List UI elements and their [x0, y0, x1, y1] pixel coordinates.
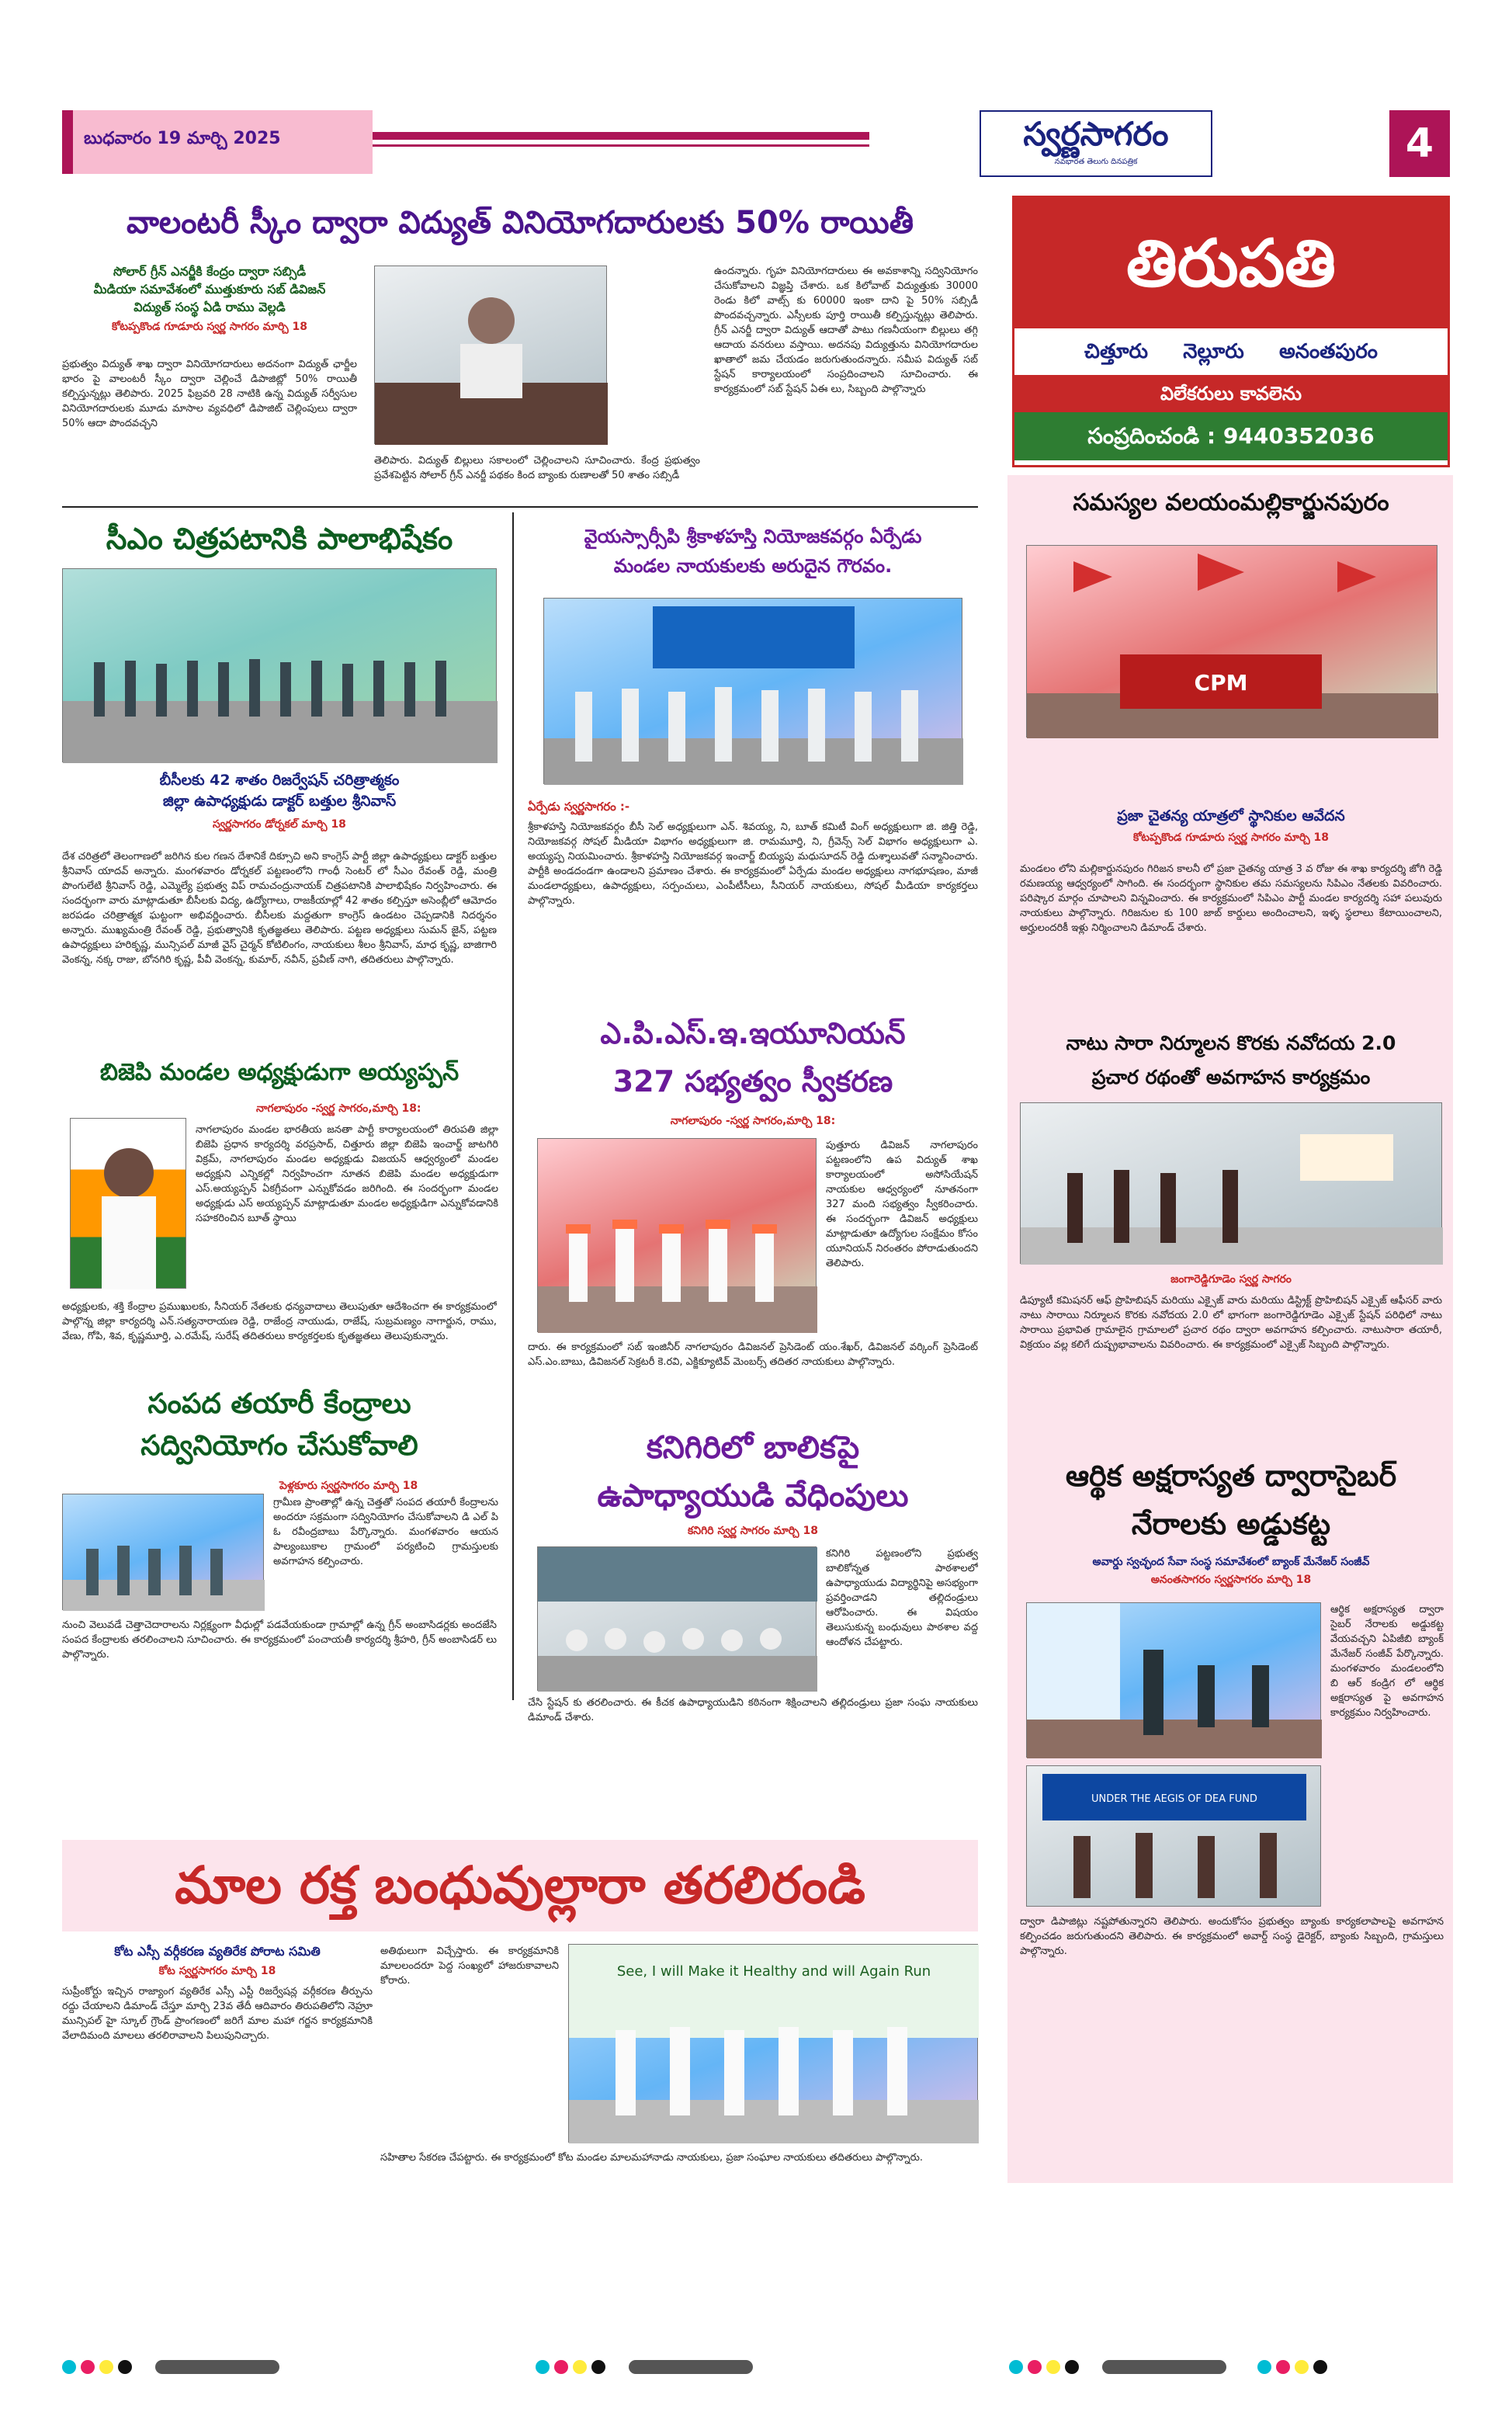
bjp-photo [70, 1118, 186, 1289]
cm-subheads: బీసీలకు 42 శాతం రిజర్వేషన్ చరిత్రాత్మకం జిల్లా ఉపాధ్యక్షుడు డాక్టర్ బత్తుల శ్రీనివాస్ స్వర్ణసాగరం డోర్నకల్ మార్చి 18 [159, 772, 400, 831]
story1-body-1: ప్రభుత్వం విద్యుత్ శాఖ ద్వారా వినియోగదారులు అదనంగా విద్యుత్ ఛార్జీల భారం పై వాలంటరీ స్కీం ద్వారా చెల్లించే డిపాజిట్లో 50% రాయితీ కల్పిస్తున్నట్లు తెలిపారు. 2025 ఫిబ్రవరి 28 నాటికి ఉన్న విద్యుత్ సర్వీసుల వినియోగదారులకు మూడు మాసాల వ్యవధిలో డిపాజిట్ చెల్లింపులు ద్వారా 50% ఆదా పొందవచ్చని [62, 359, 357, 429]
sara-photo [1020, 1102, 1442, 1264]
ysrcp-dateline: ఏర్పేడు స్వర్ణసాగరం :- [528, 800, 630, 814]
bjp-dateline: నాగలాపురం -స్వర్ణ సాగరం,మార్చి 18: [256, 1102, 421, 1115]
cyber-body-2: ద్వారా డిపాజిట్లు నష్టపోతున్నారని తెలిపారు. అందుకోసం ప్రభుత్వం బ్యాంకు కార్యకలాపాలపై అవగాహన కల్పించడం జరుగుతుందని తెలిపారు. ఈ కార్యక్రమంలో అవార్డ్ సంస్థ డైరెక్టర్, బ్యాంకు సిబ్బంది, గ్రామస్తులు పాల్గొన్నారు. [1020, 1916, 1444, 1957]
apseeu-photo [537, 1138, 817, 1332]
ad-tirupati [1012, 196, 1450, 467]
mala-body-3: సహితాల సేకరణ చేపట్టారు. ఈ కార్యక్రమంలో కోట మండల మాలమహానాడు నాయకులు, ప్రజా సంఘాల నాయకులు తదితరులు పాల్గొన్నారు. [380, 2152, 923, 2164]
issue-date: బుధవారం 19 మార్చి 2025 [84, 129, 281, 148]
protest-figures [1027, 546, 1438, 738]
cyber-body-1: ఆర్థిక అక్షరాస్యత ద్వారా సైబర్ నేరాలకు అడ్డుకట్ట వేయవచ్చని ఏపిజీబి బ్యాంక్ మేనేజర్ సంజీవ్ పేర్కొన్నారు. మంగళవారం మండలంలోని బి ఆర్ కండ్రిగ లో ఆర్థిక అక్షరాస్యత పై అవగాహన కార్యక్రమం నిర్వహించారు. [1330, 1604, 1444, 1719]
cpm-banner-text: CPM [1194, 670, 1248, 696]
bjp-body-1: నాగలాపురం మండల భారతీయ జనతా పార్టీ కార్యాలయంలో తిరుపతి జిల్లా బిజెపి ప్రధాన కార్యదర్శి వరప్రసాద్, చిత్తూరు జిల్లా బిజెపి ఇంచార్జ్ జాటగిరి విక్రమ్, నాగలాపురం మండల అధ్యక్షుడు విజయన్ ఆధ్వర్యంలో మండల అధ్యక్షుని ఎన్నికల్లో నిర్వహించగా నూతన బిజెపి మండల అధ్యక్షుడుగా ఎస్.అయ్యప్పన్ ఏకగ్రీవంగా ఎన్నుకోవడం జరిగింది. ఈ సందర్భంగా మండల అధ్యక్షుడు ఎస్ అయ్యప్పన్ మాట్లాడుతూ మండల అధ్యక్షుడిగా ఎన్నుకోవడానికి సహకరించిన బూత్ స్థాయి [196, 1124, 498, 1224]
ad-phone: 9440352036 [1222, 423, 1375, 449]
kanigiri-headline: కనిగిరిలో బాలికపై ఉపాధ్యాయుడి వేధింపులు [597, 1430, 909, 1514]
mala-headline: మాల రక్త బంధువుల్లారా తరలిరండి [175, 1855, 865, 1915]
cpm-body: మండలం లోని మల్లికార్జునపురం గిరిజన కాలనీ లో ప్రజా చైతన్య యాత్ర 3 వ రోజు ఈ శాఖ కార్యదర్శి జోగి రెడ్డి రమణయ్య ఆధ్వర్యంలో సాగింది. ఈ సందర్భంగా స్థానికుల తమ సమస్యలను సిపిఎం నేతలకు వివరించారు. పరిష్కార మార్గం చూపాలని విన్నవించారు. ఈ కార్యక్రమంలో సిపిఎం పార్టీ మండల కార్యదర్శి సహా పలువురు నాయకులు పాల్గొన్నారు. గిరిజనుల కు 100 జాబ్ కార్డులు అందించాలని, ఇళ్ళ స్థలాలు కేటాయించాలని, అర్హులందరికీ ఇళ్లు నిర్మించాలని డిమాండ్ చేశారు. [1020, 863, 1442, 934]
kanigiri-photo [537, 1546, 817, 1691]
cyber-photo-2 [1026, 1765, 1321, 1907]
bjp-body-2: అధ్యక్షులకు, శక్తి కేంద్రాల ప్రముఖులకు, సీనియర్ నేతలకు ధన్యవాదాలు తెలుపుతూ ఆదేశించగా ఈ కార్యక్రమంలో పాల్గొన్న జిల్లా కార్యదర్శి ఎన్.సత్యనారాయణ రెడ్డి, రాజేంద్ర నాయుడు, రాజేష్, సుబ్రమణ్యం నాగార్జున, రాము, వేణు, గోపి, శివ, కృష్ణమూర్తి, ఎ.రమేష్, సురేష్ తదితరులు కార్యకర్తలకు కృతజ్ఞతలు తెలుపుకున్నారు. [62, 1301, 497, 1342]
apseeu-headline: ఎ.పి.ఎస్.ఇ.ఇయూనియన్ 327 సభ్యత్వం స్వీకరణ [600, 1016, 906, 1098]
banner-figures [1027, 1766, 1322, 1907]
cyber-subheads: అవార్డు స్వచ్ఛంద సేవా సంస్థ సమావేశంలో బ్యాంక్ మేనేజర్ సంజీవ్ అనంతసాగరం స్వర్ణసాగరం మార్చి 18 [1092, 1556, 1370, 1586]
cpm-photo [1026, 545, 1437, 738]
kanigiri-body-2: చేసి స్టేషన్ కు తరలించారు. ఈ కీచక ఉపాధ్యాయుడిని కఠినంగా శిక్షించాలని తల్లిదండ్రులు ప్రజా సంఘ నాయకులు డిమాండ్ చేశారు. [528, 1697, 978, 1723]
poster-text: See, I will Make it Healthy and will Again Run [616, 1963, 931, 1980]
cyber-banner-text: UNDER THE AEGIS OF DEA FUND [1091, 1793, 1257, 1805]
apseeu-body-2: దారు. ఈ కార్యక్రమంలో సబ్ ఇంజినీర్ నాగలాపురం డివిజనల్ ప్రెసిడెంట్ యం.శేఖర్, డివిజనల్ వర్కింగ్ ప్రెసిడెంట్ ఎస్.ఎం.బాబు, డివిజనల్ సెక్రటరీ కె.రవి, ఎక్జిక్యూటివ్ మెంబర్స్ తదితర నాయకులు పాల్గొన్నారు. [528, 1341, 978, 1368]
group-figures [544, 599, 963, 785]
meeting-figures [1027, 1603, 1322, 1758]
kanigiri-dateline: కనిగిరి స్వర్ణ సాగరం మార్చి 18 [688, 1525, 818, 1537]
masthead-logo: స్వర్ణసాగరం నవభారత తెలుగు దినపత్రిక [980, 110, 1212, 177]
story1-body-2: తెలిపారు. విద్యుత్ బిల్లులు సకాలంలో చెల్లించాలని సూచించారు. కేంద్ర ప్రభుత్వం ప్రవేశపెట్టిన సోలార్ గ్రీన్ ఎనర్జీ పథకం కింద బ్యాంకు రుణాలతో 50 శాతం సబ్సిడీ [374, 455, 700, 481]
header-bar-thin [373, 144, 869, 147]
group-figures [63, 1494, 265, 1611]
ad-contact: సంప్రదించండి : 9440352036 [1014, 412, 1448, 460]
sampada-body-1: గ్రామీణ ప్రాంతాల్లో ఉన్న చెత్తతో సంపద తయారీ కేంద్రాలను అందరూ సక్రమంగా సద్వినియోగం చేసుకోవాలని డి ఎల్ పి ఓ రవీంద్రబాబు పేర్కొన్నారు. మంగళవారం ఆయన పాల్యంబుకాల గ్రామంలో పర్యటించి గ్రామస్తులకు అవగాహన కల్పించారు. [273, 1497, 498, 1567]
cm-headline: సీఎం చిత్రపటానికి పాలాభిషేకం [106, 522, 453, 556]
mala-body-2: అతిథులుగా విచ్చేస్తారు. ఈ కార్యక్రమానికి మాలలందరూ పెద్ద సంఖ్యలో హాజరుకావాలని కోరారు. [380, 1945, 559, 1987]
ad-title: తిరుపతి [1014, 198, 1448, 328]
mala-subheads: కోట ఎస్సీ వర్గీకరణ వ్యతిరేక పోరాట సమితి కోట స్వర్ణసాగరం మార్చి 18 [114, 1944, 321, 1977]
mala-photo [568, 1944, 978, 2143]
sampada-dateline: పెళ్లకూరు స్వర్ణసాగరం మార్చి 18 [279, 1480, 418, 1492]
group-figures [538, 1139, 817, 1333]
cm-body: దేశ చరిత్రలో తెలంగాణలో జరిగిన కుల గణన దేశానికే దిక్సూచి అని కాంగ్రెస్ పార్టీ జిల్లా ఉపాధ్యక్షులు డాక్టర్ బత్తుల శ్రీనివాస్ యాదవ్ అన్నారు. మంగళవారం డోర్నకల్ పట్టణంలోని గాంధీ సెంటర్ లో సీఎం రేవంత్ రెడ్డి, మంత్రి పొంగులేటి శ్రీనివాస్ రెడ్డి, ఎమ్మెల్యే ప్రభుత్వ విప్ రామచంద్రునాయక్ చిత్రపటానికి పాలాభిషేకం నిర్వహించారు. ఈ సందర్భంగా వారు మాట్లాడుతూ బీసీలకు విద్య, ఉద్యోగాలు, రాజకీయాల్లో 42 శాతం కల్పిస్తూ అసెంబ్లీలో ఆమోదం జరపడం చరిత్రాత్మక ఘట్టంగా అభివర్ణించారు. బీసీలకు మద్దతుగా కాంగ్రెస్ ఉండటం చెప్పడానికి నిదర్శనం అన్నారు. ముఖ్యమంత్రి రేవంత్ రెడ్డి, ప్రభుత్వానికి కృతజ్ఞతలు తెలిపారు. పట్టణ అధ్యక్షులు సుమన్ జైన్, పట్టణ ఉపాధ్యక్షులు హరికృష్ణ, మున్సిపల్ మాజీ వైస్ చైర్మన్ కోటిలింగం, నాయకులు శీలం శ్రీనివాస్, మాధ కృష్ణ, బాజిగారి వెంకన్న, నక్క రాజు, బోనగిరి కృష్ణ, పీవీ వెంకన్న, కుమార్, నవీన్, ప్రవీణ్ నాగి, తదితరులు పాల్గొన్నారు. [62, 851, 497, 966]
cm-photo [62, 568, 497, 762]
bjp-headline: బిజెపి మండల అధ్యక్షుడుగా అయ్యప్పన్ [99, 1059, 459, 1086]
cpm-headline: సమస్యల వలయంమల్లికార్జునపురం [1073, 489, 1389, 516]
ad-reporters: విలేకరులు కావలెను [1014, 375, 1448, 412]
sara-dateline: జంగారెడ్డిగూడెం స్వర్ణ సాగరం [1170, 1273, 1292, 1286]
ysrcp-photo [543, 598, 962, 784]
sara-headline: నాటు సారా నిర్మూలన కొరకు నవోదయ 2.0 ప్రచార రథంతో అవగాహన కార్యక్రమం [1066, 1032, 1396, 1088]
officer-figure [375, 266, 608, 445]
sampada-photo [62, 1494, 264, 1610]
portrait-figure [71, 1119, 187, 1289]
ad-districts: చిత్తూరు నెల్లూరు అనంతపురం [1014, 328, 1448, 375]
sampada-body-2: నుంచి వెలువడే చెత్తాచెదారాలను నిర్లక్ష్యంగా వీధుల్లో పడవేయకుండా గ్రామాల్లో ఉన్న గ్రీన్ అంబాసిడర్లకు అందజేసి సంపద కేంద్రాలకు తరలించాలని సూచించారు. ఈ కార్యక్రమంలో పంచాయతీ కార్యదర్శి శ్రీహరి, గ్రీన్ అంబాసిడర్ లు పాల్గొన్నారు. [62, 1619, 497, 1661]
kanigiri-body-1: కనిగిరి పట్టణంలోని ప్రభుత్వ బాలికోన్నత పాఠశాలలో ఉపాధ్యాయుడు విద్యార్థినిపై అసభ్యంగా ప్రవర్తించాడని తల్లిదండ్రులు ఆరోపించారు. ఈ విషయం తెలుసుకున్న బంధువులు పాఠశాల వద్ద ఆందోళన చేపట్టారు. [826, 1548, 978, 1648]
apseeu-dateline: నాగలాపురం -స్వర్ణ సాగరం,మార్చి 18: [670, 1115, 836, 1127]
crowd-figures [63, 569, 498, 763]
apseeu-body-1: పుత్తూరు డివిజన్ నాగలాపురం పట్టణంలోని ఉప విద్యుత్ శాఖ కార్యాలయంలో అసోసియేషన్ నాయకుల ఆధ్వర్యంలో నూతనంగా 327 మంది సభ్యత్వం స్వీకరించారు. ఈ సందర్భంగా డివిజన్ అధ్యక్షులు మాట్లాడుతూ ఉద్యోగుల సంక్షేమం కోసం యూనియన్ నిరంతరం పోరాడుతుందని తెలిపారు. [826, 1140, 978, 1269]
ysrcp-headline: వైయస్సార్సీపి శ్రీకాళహస్తి నియోజకవర్గం ఏర్పేడు మండల నాయకులకు అరుదైన గౌరవం. [584, 526, 922, 577]
mala-headline-box [62, 1840, 978, 1931]
sampada-headline: సంపద తయారీ కేంద్రాలు సద్వినియోగం చేసుకోవాలి [140, 1388, 418, 1462]
cpm-subheads: ప్రజా చైతన్య యాత్రలో స్థానికుల ఆవేదన కోటప్పకొండ గూడూరు స్వర్ణ సాగరం మార్చి 18 [1117, 807, 1345, 844]
story1-photo [374, 266, 607, 444]
column-divider [512, 512, 514, 1700]
sara-body: డిప్యూటీ కమిషనర్ ఆఫ్ ప్రొహిబిషన్ మరియు ఎక్సైజ్ వారు మరియు డిస్ట్రిక్ట్ ప్రొహిబిషన్ ఎక్సైజ్ ఆఫీసర్ వారు నాటు సారాయి నిర్మూలన కొరకు నవోదయ 2.0 లో భాగంగా జంగారెడ్డిగూడెం ఎక్సైజ్ స్టేషన్ పరిధిలో నాటు సారాయి ప్రభావిత గ్రామాలైన గ్రామాలలో ప్రచార రథం ద్వారా అవగాహన కల్పించారు. నాటుసారా తయారీ, విక్రయం వల్ల కలిగే దుష్ప్రభావాలను వివరించారు. ఈ కార్యక్రమంలో ఎక్సైజ్ సిబ్బంది పాల్గొన్నారు. [1020, 1295, 1442, 1351]
mala-body-1: సుప్రీంకోర్టు ఇచ్చిన రాజ్యాంగ వ్యతిరేక ఎస్సీ ఎస్టీ రిజర్వేషన్ల వర్గీకరణ తీర్పును రద్దు చేయాలని డిమాండ్ చేస్తూ మార్చి 23వ తేదీ ఆదివారం తిరుపతిలోని నెహ్రూ మున్సిపల్ హై స్కూల్ గ్రౌండ్ ప్రాంగణంలో జరిగే మాల మహా గర్జన కార్యక్రమానికి వేలాదిమంది మాలలు తరలిరావాలని పిలుపునిచ్చారు. [62, 1986, 373, 2042]
story1-headline: వాలంటరీ స్కీం ద్వారా విద్యుత్ వినియోగదారులకు 50% రాయితీ [126, 205, 914, 241]
ysrcp-body: శ్రీకాళహస్తి నియోజకవర్గం బీసీ సెల్ అధ్యక్షులుగా ఎన్. శివయ్య, ని, బూత్ కమిటీ వింగ్ అధ్యక్షులుగా జి. జిత్తి రెడ్డి, నియోజకవర్గ సోషల్ మీడియా విభాగం అధ్యక్షులుగా జి. రామమూర్తి, ని, గ్రీవెన్స్ సెల్ విభాగం అధ్యక్షులుగా ఎ. అయ్యప్ప నియమించారు. శ్రీకాళహస్తి నియోజకవర్గ ఇంచార్జ్ బియ్యపు మధుసూదన్ రెడ్డి దుశ్శాలువతో సన్మానించారు. పార్టీకి అండదండగా ఉండాలని ప్రమాణం చేశారు. ఈ కార్యక్రమంలో ఏర్పేడు మండల అధ్యక్షులు నాగభూషణం, మాజీ మండలాధ్యక్షులు, ఉపాధ్యక్షులు, సర్పంచులు, ఎంపీటీసీలు, సీనియర్ నాయకులు, సోషల్ మీడియా కార్యకర్తలు పాల్గొన్నారు. [528, 821, 978, 907]
poster-release-figures [569, 1945, 979, 2143]
cyber-headline: ఆర్థిక అక్షరాస్యత ద్వారాసైబర్ నేరాలకు అడ్డుకట్ట [1065, 1459, 1397, 1541]
divider [62, 506, 978, 508]
story1-body-3: ఉందన్నారు. గృహ వినియోగదారులు ఈ అవకాశాన్ని సద్వినియోగం చేసుకోవాలని విజ్ఞప్తి చేశారు. ఒక కిలోవాట్ విద్యుత్తుకు 30000 రెండు కిలో వాట్స్ కు 60000 ఇంకా దాని పై 50% సబ్సిడీ పొందవచ్చన్నారు. ఎస్సీలకు పూర్తి రాయితీ కల్పిస్తున్నట్లు తెలిపారు. గ్రీన్ ఎనర్జీ ద్వారా విద్యుత్ ఆదాతో పాటు గణనీయంగా బిల్లులు తగ్గి ఆదాయ వనరులు వస్తాయి. అదనపు విద్యుత్తును వినియోగదారుల ఖాతాలో జమ చేయడం జరుగుతుందన్నారు. సమీప విద్యుత్ సబ్ స్టేషన్ కార్యాలయంలో సంప్రదించాలని సూచించారు. ఈ కార్యక్రమంలో సబ్ స్టేషన్ ఏఈ లు, సిబ్బంది పాల్గొన్నారు [714, 266, 978, 395]
page-number: 4 [1389, 110, 1450, 177]
cyber-photo-1 [1026, 1602, 1321, 1758]
crowd-figures [538, 1547, 817, 1692]
story1-subheads: సోలార్ గ్రీన్ ఎనర్జీకి కేంద్రం ద్వారా సబ్సిడీ మీడియా సమావేశంలో ముత్తుకూరు సబ్ డివిజన్ విద్యుత్ సంస్థ ఏడి రాము వెల్లడి కోటప్పకొండ గూడూరు స్వర్ణ సాగరం మార్చి 18 [93, 264, 326, 333]
awareness-figures [1021, 1103, 1443, 1265]
date-bar [62, 110, 373, 174]
header-bar [373, 132, 869, 140]
